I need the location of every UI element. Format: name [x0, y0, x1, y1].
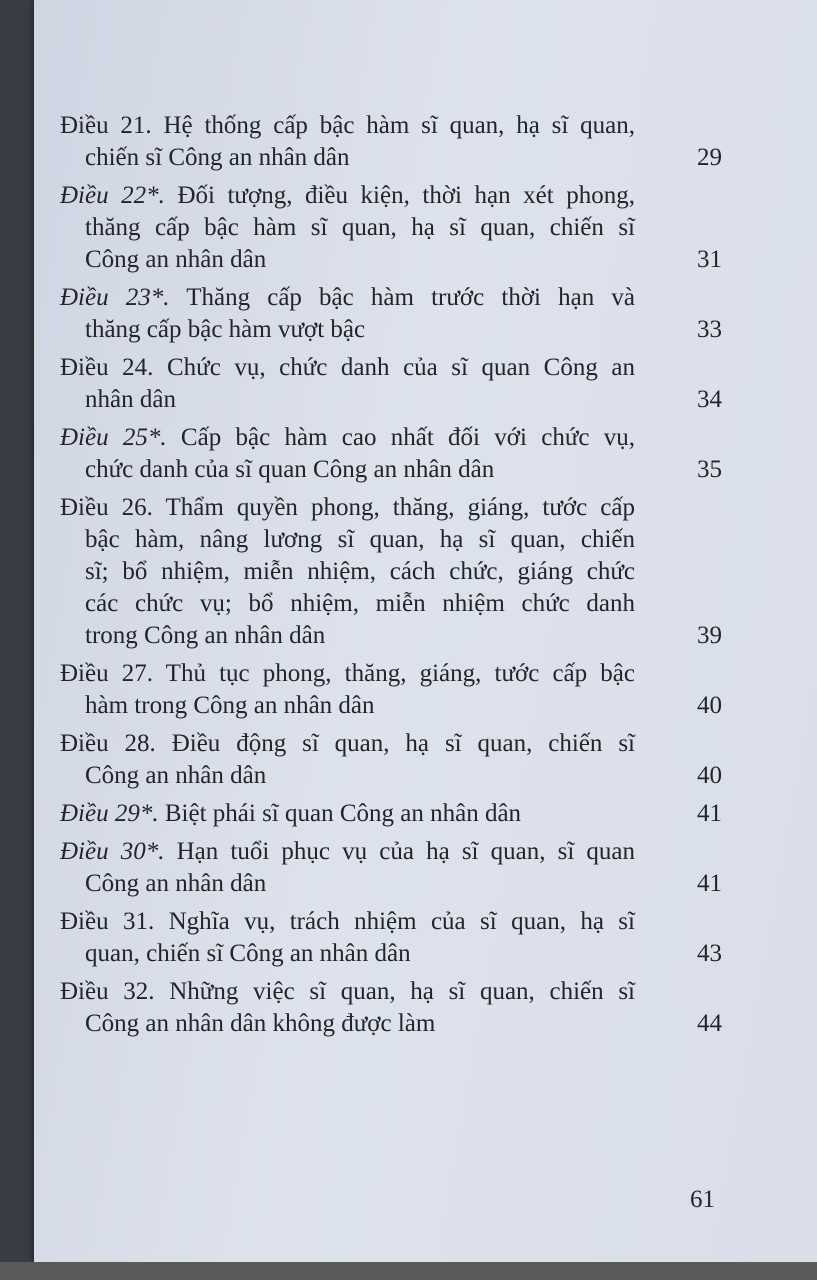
toc-entry — [60, 728, 750, 792]
toc-entry — [60, 798, 750, 830]
toc-entry-title: Đối tượng, điều kiện, thời hạn xét phong, — [177, 182, 635, 209]
toc-entry-title: sĩ; bổ nhiệm, miễn nhiệm, cách chức, giáng chức — [85, 558, 635, 585]
toc-entry-article: Điều 31. — [60, 908, 155, 935]
toc-entry-line — [60, 282, 635, 314]
toc-entry — [60, 180, 750, 276]
toc-entry — [60, 282, 750, 346]
toc-entry-line — [60, 1008, 750, 1040]
toc-entry — [60, 976, 750, 1040]
toc-entry-line — [60, 314, 750, 346]
toc-entry-title: quan, chiến sĩ Công an nhân dân — [85, 940, 411, 967]
toc-entry-article: Điều 25*. — [60, 424, 167, 451]
toc-entry-article: Điều 30*. — [60, 838, 165, 865]
toc-entry-title: Thẩm quyền phong, thăng, giáng, tước cấp — [165, 494, 635, 521]
toc-entry-line — [60, 658, 635, 690]
toc-entry-article: Điều 26. — [60, 494, 153, 521]
toc-entry-line — [60, 352, 635, 384]
toc-entry-title: Thăng cấp bậc hàm trước thời hạn và — [186, 284, 635, 311]
toc-entry-line — [60, 906, 635, 938]
toc-entry-title: Nghĩa vụ, trách nhiệm của sĩ quan, hạ sĩ — [168, 908, 635, 935]
toc-entry-line — [60, 976, 635, 1008]
toc-entry-page: 44 — [697, 1010, 722, 1037]
toc-entry — [60, 836, 750, 900]
toc-entry-title: Chức vụ, chức danh của sĩ quan Công an — [166, 354, 635, 381]
toc-entry-title: Công an nhân dân — [85, 870, 267, 897]
toc-entry-title: Thủ tục phong, thăng, giáng, tước cấp bậc — [165, 660, 635, 687]
toc-entry-page: 43 — [697, 940, 722, 967]
toc-entry — [60, 352, 750, 416]
toc-entry-line — [60, 760, 750, 792]
toc-entry — [60, 906, 750, 970]
toc-entry-line — [60, 798, 750, 830]
toc-entry-page: 41 — [697, 800, 722, 827]
toc-entry-line — [60, 524, 635, 556]
toc-entry-title: Hệ thống cấp bậc hàm sĩ quan, hạ sĩ quan, — [163, 112, 635, 139]
toc-entry-line — [60, 620, 750, 652]
toc-entry-line — [60, 868, 750, 900]
toc-entry-title: thăng cấp bậc hàm vượt bậc — [85, 316, 366, 343]
toc-entry-line — [60, 244, 750, 276]
toc-entry-line — [60, 180, 635, 212]
toc-entry-title: chức danh của sĩ quan Công an nhân dân — [85, 456, 495, 483]
toc-entry-title: thăng cấp bậc hàm sĩ quan, hạ sĩ quan, chiến sĩ — [85, 214, 635, 241]
toc-entry-title: Điều động sĩ quan, hạ sĩ quan, chiến sĩ — [171, 730, 635, 757]
toc-entry-page: 39 — [697, 622, 722, 649]
toc-entry-page: 29 — [697, 144, 722, 171]
toc-entry-title: Công an nhân dân — [85, 246, 267, 273]
toc-entry-page: 34 — [697, 386, 722, 413]
table-of-contents — [60, 110, 750, 1040]
toc-entry-line — [60, 492, 635, 524]
toc-entry-line — [60, 142, 750, 174]
toc-entry-line — [60, 690, 750, 722]
toc-entry-page: 31 — [697, 246, 722, 273]
toc-entry-article: Điều 29*. — [60, 800, 159, 827]
toc-entry-title: nhân dân — [85, 386, 176, 413]
toc-entry-title: Công an nhân dân không được làm — [85, 1010, 436, 1037]
toc-entry-line — [60, 212, 635, 244]
toc-entry-title: Biệt phái sĩ quan Công an nhân dân — [164, 800, 522, 827]
toc-entry-line — [60, 110, 635, 142]
toc-entry-title: chiến sĩ Công an nhân dân — [85, 144, 350, 171]
toc-entry-page: 35 — [697, 456, 722, 483]
toc-entry-line — [60, 836, 635, 868]
toc-entry — [60, 110, 750, 174]
toc-entry-article: Điều 21. — [60, 112, 152, 139]
toc-entry-title: Cấp bậc hàm cao nhất đối với chức vụ, — [180, 424, 636, 451]
toc-entry-title: bậc hàm, nâng lương sĩ quan, hạ sĩ quan, chiến — [85, 526, 635, 553]
toc-entry-article: Điều 23*. — [60, 284, 170, 311]
toc-entry-line — [60, 588, 635, 620]
toc-entry-line — [60, 556, 635, 588]
toc-entry-title: các chức vụ; bổ nhiệm, miễn nhiệm chức danh — [85, 590, 635, 617]
toc-entry-page: 41 — [697, 870, 722, 897]
toc-entry-article: Điều 32. — [60, 978, 155, 1005]
toc-entry-title: trong Công an nhân dân — [85, 622, 326, 649]
toc-entry — [60, 492, 750, 652]
toc-entry-line — [60, 938, 750, 970]
toc-entry-title: hàm trong Công an nhân dân — [85, 692, 375, 719]
page-number: 61 — [690, 1186, 715, 1213]
toc-entry-title: Những việc sĩ quan, hạ sĩ quan, chiến sĩ — [169, 978, 635, 1005]
toc-entry-line — [60, 422, 635, 454]
toc-entry-article: Điều 28. — [60, 730, 156, 757]
toc-entry — [60, 422, 750, 486]
toc-entry-title: Công an nhân dân — [85, 762, 267, 789]
toc-entry-line — [60, 454, 750, 486]
page-edge-shadow — [0, 1262, 817, 1280]
toc-entry-page: 40 — [697, 692, 722, 719]
toc-entry-title: Hạn tuổi phục vụ của hạ sĩ quan, sĩ quan — [176, 838, 636, 865]
toc-entry-line — [60, 384, 750, 416]
toc-entry-article: Điều 22*. — [60, 182, 165, 209]
toc-entry-article: Điều 27. — [60, 660, 153, 687]
toc-entry-article: Điều 24. — [60, 354, 154, 381]
toc-entry — [60, 658, 750, 722]
toc-entry-page: 40 — [697, 762, 722, 789]
toc-entry-page: 33 — [697, 316, 722, 343]
toc-entry-line — [60, 728, 635, 760]
